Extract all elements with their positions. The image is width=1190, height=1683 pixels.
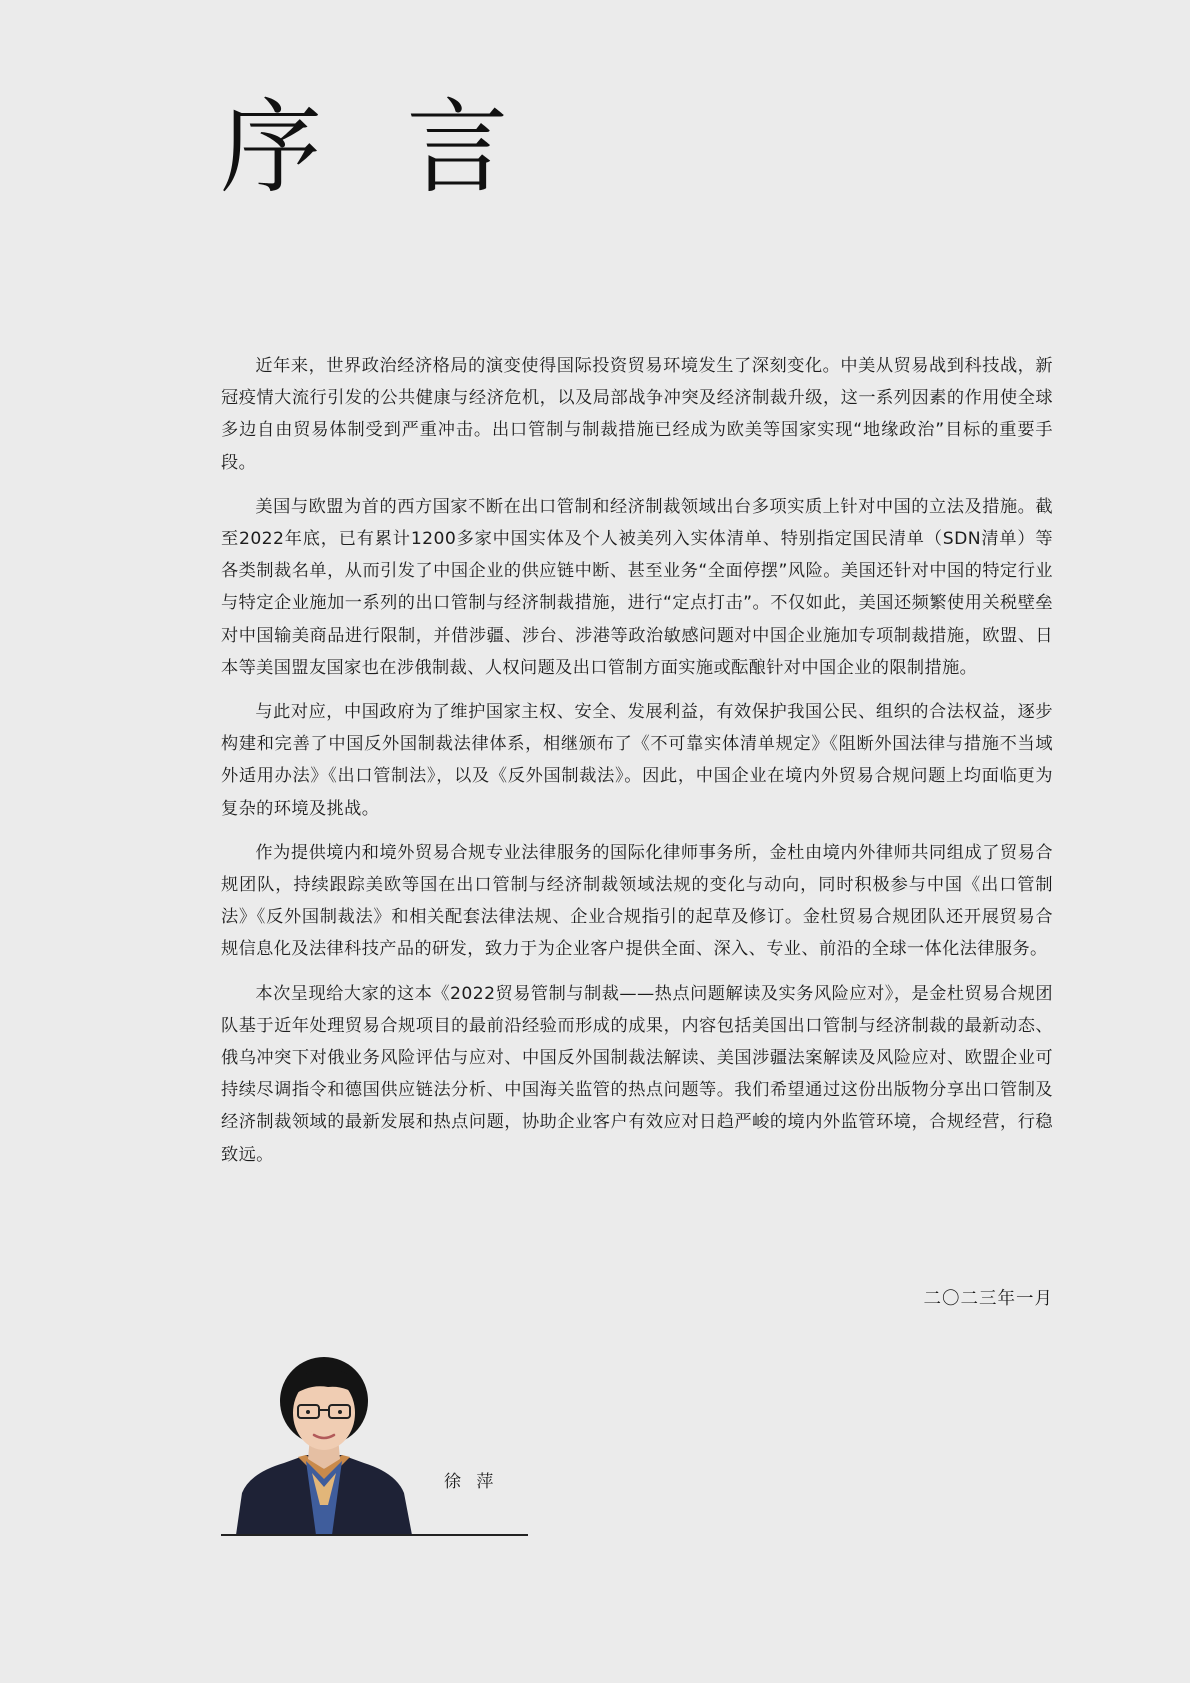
paragraph-1: 近年来，世界政治经济格局的演变使得国际投资贸易环境发生了深刻变化。中美从贸易战到科技战，新冠疫情大流行引发的公共健康与经济危机，以及局部战争冲突及经济制裁升级，这一系列因素的作用使全球多边自由贸易体制受到严重冲击。出口管制与制裁措施已经成为欧美等国家实现“地缘政治”目标的重要手段。: [221, 356, 1053, 473]
page-title: 序 言: [220, 89, 535, 208]
paragraph-4: 作为提供境内和境外贸易合规专业法律服务的国际化律师事务所，金杜由境内外律师共同组成了贸易合规团队，持续跟踪美欧等国在出口管制与经济制裁领域法规的变化与动向，同时积极参与中国《出口管制法》《反外国制裁法》和相关配套法律法规、企业合规指引的起草及修订。金杜贸易合规团队还开展贸易合规信息化及法律科技产品的研发，致力于为企业客户提供全面、深入、专业、前沿的全球一体化法律服务。: [221, 842, 1053, 960]
signature-date: 二〇二三年一月: [923, 1289, 1053, 1309]
author-portrait: [236, 1355, 412, 1535]
signature-divider: [221, 1534, 528, 1536]
paragraph-3: 与此对应，中国政府为了维护国家主权、安全、发展利益，有效保护我国公民、组织的合法权益，逐步构建和完善了中国反外国制裁法律体系，相继颁布了《不可靠实体清单规定》《阻断外国法律与措施不当域外适用办法》《出口管制法》，以及《反外国制裁法》。因此，中国企业在境内外贸易合规问题上均面临更为复杂的环境及挑战。: [221, 702, 1053, 819]
preface-body: [221, 350, 1053, 1183]
signature-name: 徐 萍: [444, 1472, 499, 1492]
paragraph-5: 本次呈现给大家的这本《2022贸易管制与制裁——热点问题解读及实务风险应对》，是金杜贸易合规团队基于近年处理贸易合规项目的最前沿经验而形成的成果，内容包括美国出口管制与经济制裁的最新动态、俄乌冲突下对俄业务风险评估与应对、中国反外国制裁法解读、美国涉疆法案解读及风险应对、欧盟企业可持续尽调指令和德国供应链法分析、中国海关监管的热点问题等。我们希望通过这份出版物分享出口管制及经济制裁领域的最新发展和热点问题，协助企业客户有效应对日趋严峻的境内外监管环境，合规经营，行稳致远。: [221, 983, 1053, 1165]
paragraph-2: 美国与欧盟为首的西方国家不断在出口管制和经济制裁领域出台多项实质上针对中国的立法及措施。截至2022年底，已有累计1200多家中国实体及个人被美列入实体清单、特别指定国民清单（SDN清单）等各类制裁名单，从而引发了中国企业的供应链中断、甚至业务“全面停摆”风险。美国还针对中国的特定行业与特定企业施加一系列的出口管制与经济制裁措施，进行“定点打击”。不仅如此，美国还频繁使用关税壁垒对中国输美商品进行限制，并借涉疆、涉台、涉港等政治敏感问题对中国企业施加专项制裁措施，欧盟、日本等美国盟友国家也在涉俄制裁、人权问题及出口管制方面实施或酝酿针对中国企业的限制措施。: [221, 496, 1053, 678]
portrait-illustration: [236, 1355, 412, 1535]
